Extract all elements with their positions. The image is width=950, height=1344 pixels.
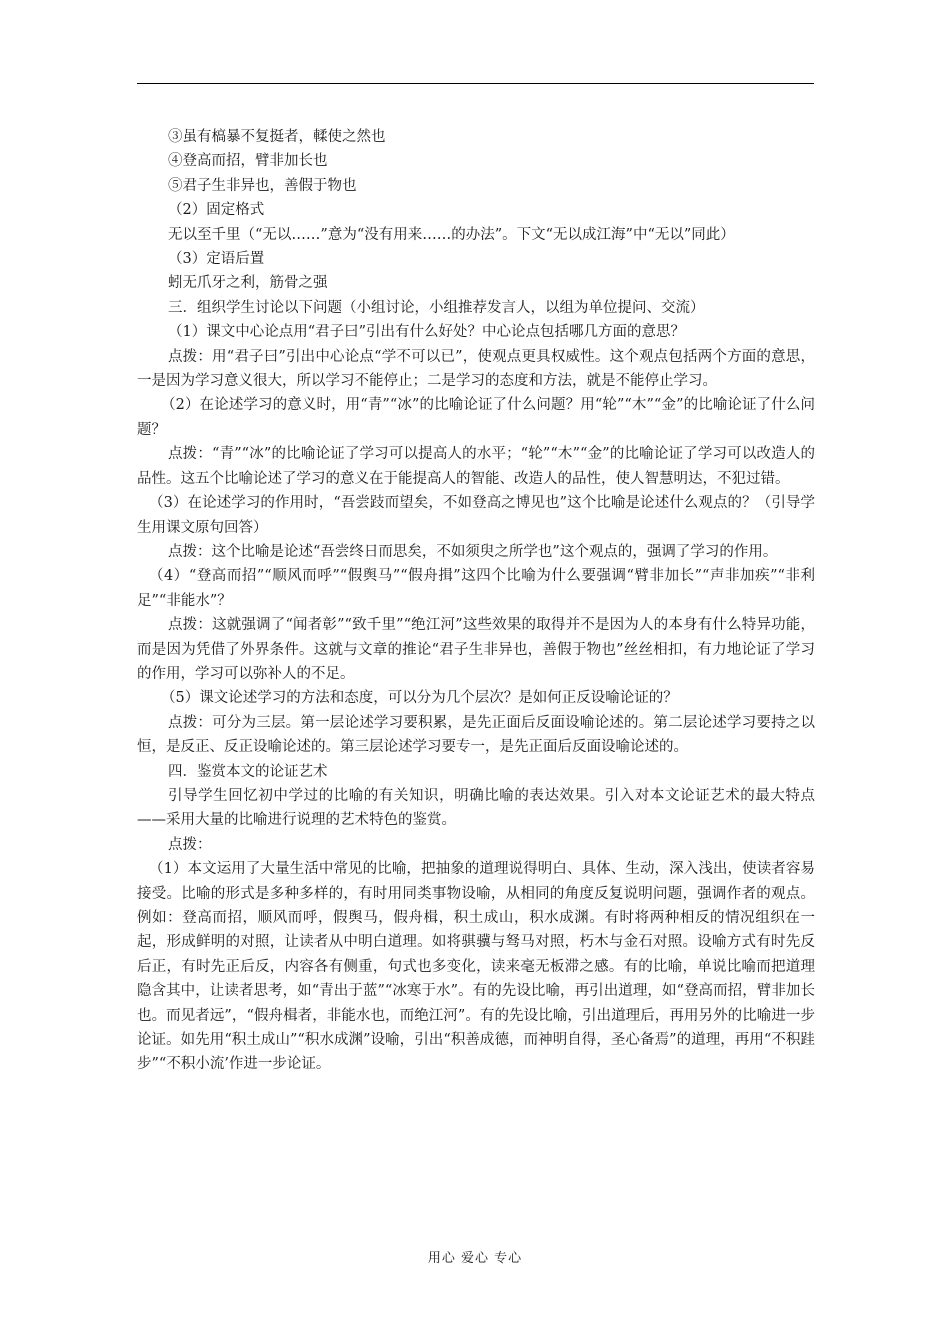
body-text [137, 125, 815, 1077]
page-footer: 用心 爱心 专心 [427, 1251, 523, 1266]
question: （2）在论述学习的意义时，用“青”“冰”的比喻论证了什么问题？用“轮”“木”“金”的比喻论证了什么问题？ [137, 397, 815, 438]
paragraph: 引导学生回忆初中学过的比喻的有关知识，明确比喻的表达效果。引入对本文论证艺术的最大特点——采用大量的比喻进行说理的艺术特色的鉴赏。 [137, 787, 815, 829]
example-sentence: ⑤君子生非异也，善假于物也 [168, 177, 357, 194]
answer: 点拨：“青”“冰”的比喻论证了学习可以提高人的水平；“轮”“木”“金”的比喻论证了学习可以改造人的品性。这五个比喻论述了学习的意义在于能提高人的智能、改造人的品性，使人智慧明达，不犯过错。 [137, 446, 815, 487]
answer-label: 点拨： [168, 836, 212, 853]
question: （3）在论述学习的作用时，“吾尝跂而望矣，不如登高之博见也”这个比喻是论述什么观点的？（引导学生用课文原句回答） [137, 495, 815, 536]
answer: 点拨：这个比喻是论述“吾尝终日而思矣，不如须臾之所学也”这个观点的，强调了学习的作用。 [168, 543, 778, 560]
section-heading: 四．鉴赏本文的论证艺术 [168, 763, 328, 780]
answer: 点拨：可分为三层。第一层论述学习要积累，是先正面后反面设喻论述的。第二层论述学习要持之以恒，是反正、反正设喻论述的。第三层论述学习要专一，是先正面后反面设喻论述的。 [137, 714, 815, 756]
question: （1）课文中心论点用“君子曰”引出有什么好处？中心论点包括哪几方面的意思？ [168, 324, 686, 341]
subheading: （2）固定格式 [168, 202, 265, 219]
section-heading: 三．组织学生讨论以下问题（小组讨论，小组推荐发言人，以组为单位提问、交流） [168, 299, 705, 316]
answer: 点拨：这就强调了“闻者彰”“致千里”“绝江河”这些效果的取得并不是因为人的本身有什么特异功能，而是因为凭借了外界条件。这就与文章的推论“君子生非异也，善假于物也”丝丝相扣，有力地论证了学习的作用，学习可以弥补人的不足。 [137, 617, 815, 682]
header-rule [137, 83, 814, 84]
answer: （1）本文运用了大量生活中常见的比喻，把抽象的道理说得明白、具体、生动，深入浅出，使读者容易接受。比喻的形式是多种多样的，有时用同类事物设喻，从相同的角度反复说明问题，强调作者的观点。例如：登高而招，顺风而呼，假舆马，假舟楫，积土成山，积水成渊。有时将两种相反的情况组织在一起，形成鲜明的对照，让读者从中明白道理。如将骐骥与驽马对照，朽木与金石对照。设喻方式有时先反后正，有时先正后反，内容各有侧重，句式也多变化，读来毫无板滞之感。有的比喻，单说比喻而把道理隐含其中，让读者思考，如“青出于蓝”“冰寒于水”。有的先设比喻，再引出道理，如“登高而招，臂非加长也。而见者远”，“假舟楫者，非能水也，而绝江河”。有的先设比喻，引出道理后，再用另外的比喻进一步论证。如先用“积土成山”“积水成渊”设喻，引出“积善成德，而神明自得，圣心备焉”的道理，再用“不积跬步”“不积小流’作进一步论证。 [137, 861, 815, 1073]
paragraph: 无以至千里（“无以……”意为“没有用来……的办法”。下文“无以成江海”中“无以”同此） [168, 226, 735, 243]
question: （4）“登高而招”“顺风而呼”“假舆马”“假舟揖”这四个比喻为什么要强调“臂非加长”“声非加疾”“非利足”“非能水”？ [137, 568, 815, 609]
answer: 点拨：用“君子曰”引出中心论点“学不可以已”，使观点更具权威性。这个观点包括两个方面的意思，一是因为学习意义很大，所以学习不能停止；二是学习的态度和方法，就是不能停止学习。 [137, 348, 815, 390]
example-sentence: ④登高而招，臂非加长也 [168, 153, 328, 170]
question: （5）课文论述学习的方法和态度，可以分为几个层次？是如何正反设喻论证的？ [161, 690, 678, 707]
example-sentence: 蚓无爪牙之利，筋骨之强 [168, 275, 328, 292]
example-sentence: ③虽有槁暴不复挺者，輮使之然也 [168, 129, 386, 145]
subheading: （3）定语后置 [168, 251, 265, 268]
